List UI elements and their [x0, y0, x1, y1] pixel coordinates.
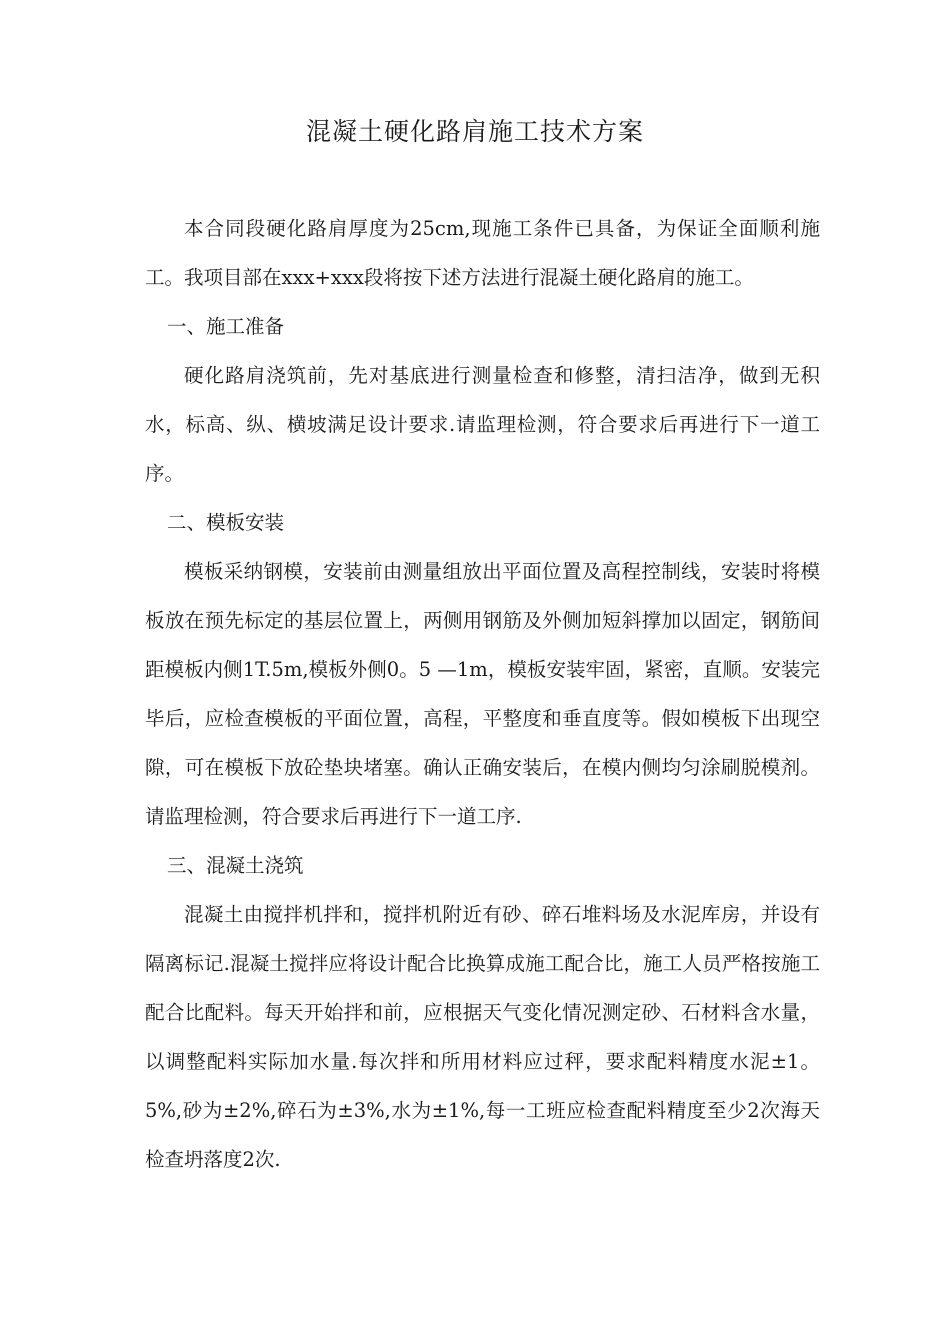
intro-paragraph: 本合同段硬化路肩厚度为25cm,现施工条件已具备，为保证全面顺利施工。我项目部在xxx+xxx段将按下述方法进行混凝土硬化路肩的施工。: [145, 217, 820, 289]
section-paragraph-pouring: 混凝土由搅拌机拌和，搅拌机附近有砂、碎石堆料场及水泥库房，并设有隔离标记.混凝土搅拌应将设计配合比换算成施工配合比，施工人员严格按施工配合比配料。每天开始拌和前，应根据天气变化情况测定砂、石材料含水量，以调整配料实际加水量.每次拌和所用材料应过秤，要求配料精度水泥±1。5%,砂为±2%,碎石为±3%,水为±1%,每一工班应检查配料精度至少2次海天检查坍落度2次.: [145, 903, 820, 1171]
section-paragraph-preparation: 硬化路肩浇筑前，先对基底进行测量检查和修整，清扫洁净，做到无积水，标高、纵、横坡满足设计要求.请监理检测，符合要求后再进行下一道工序。: [145, 364, 820, 485]
document-title: 混凝土硬化路肩施工技术方案: [305, 117, 644, 146]
document-body: [145, 204, 820, 1184]
section-paragraph-formwork: 模板采纳钢模，安装前由测量组放出平面位置及高程控制线，安装时将模板放在预先标定的基层位置上，两侧用钢筋及外侧加短斜撑加以固定，钢筋间距模板内侧1T.5m,模板外侧0。5 —1m，模板安装牢固，紧密，直顺。安装完毕后，应检查模板的平面位置，高程，平整度和垂直度等。假如模板下出现空隙，可在模板下放砼垫块堵塞。确认正确安装后，在模内侧均匀涂刷脱模剂。请监理检测，符合要求后再进行下一道工序.: [145, 560, 820, 828]
section-heading-preparation: 一、施工准备: [167, 315, 285, 338]
section-heading-pouring: 三、混凝土浇筑: [167, 854, 304, 877]
section-heading-formwork: 二、模板安装: [167, 511, 285, 534]
